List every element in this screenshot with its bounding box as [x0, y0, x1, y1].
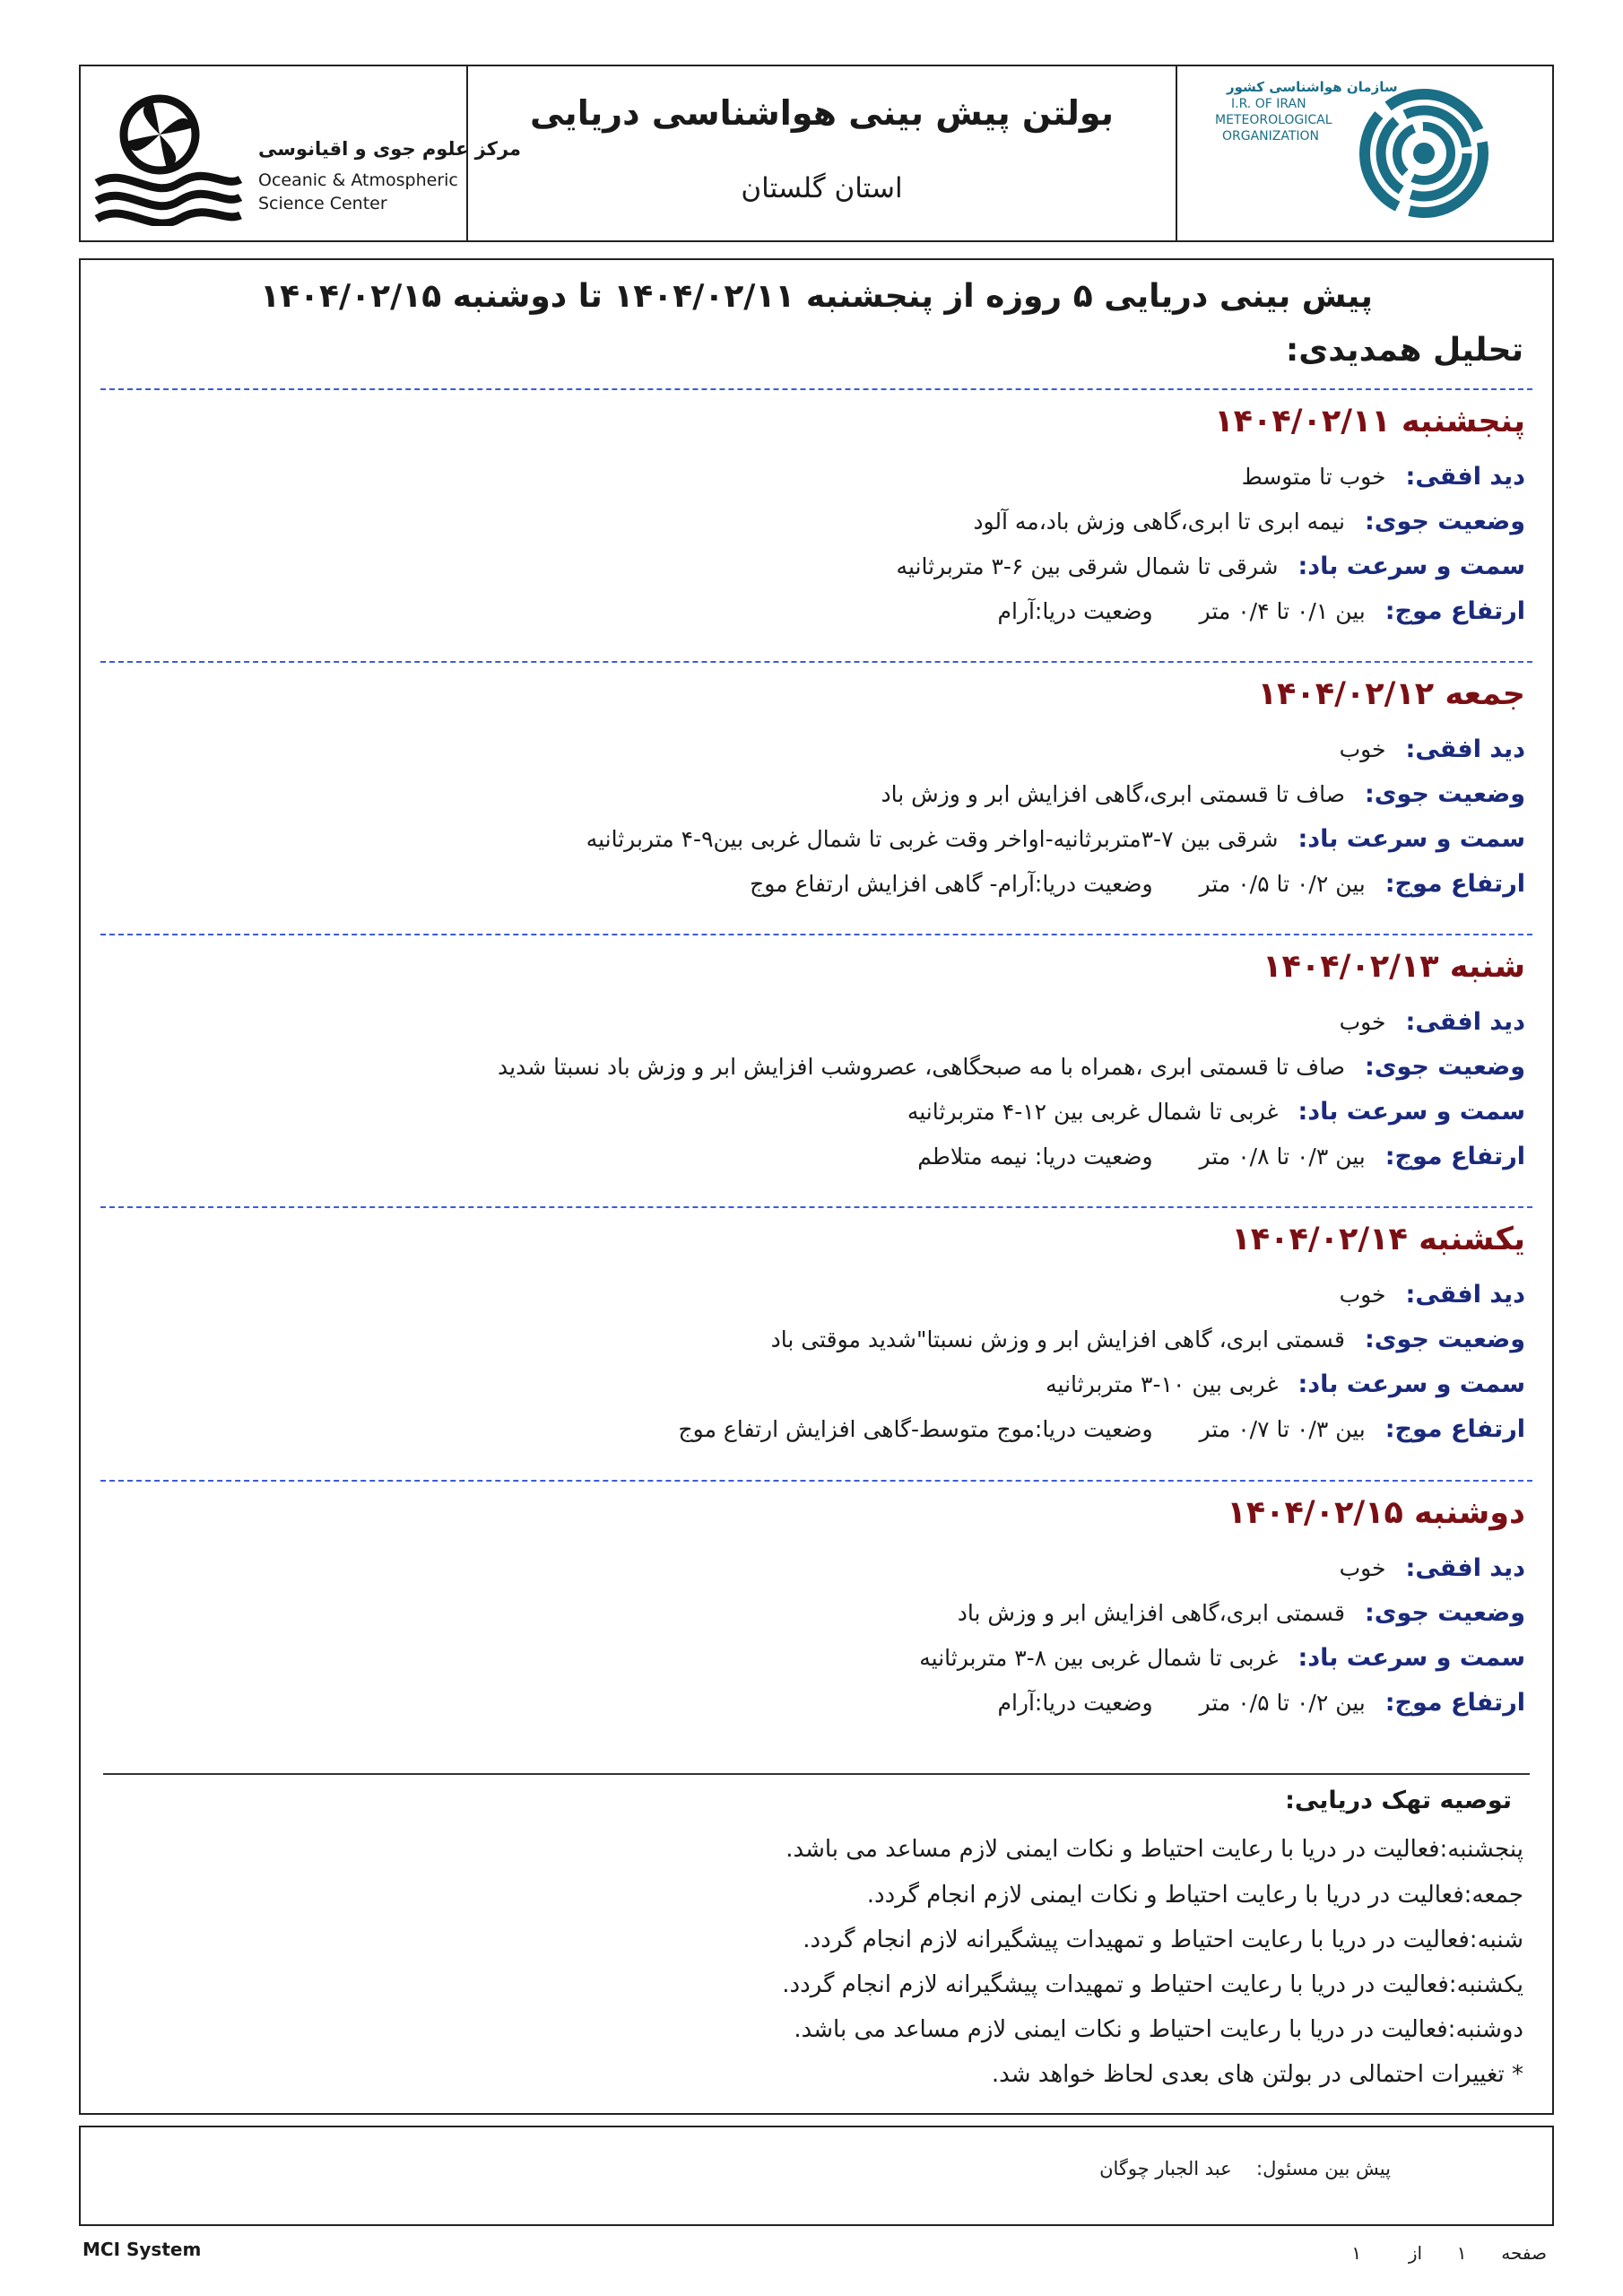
synoptic-analysis-label: تحلیل همدیدی: — [1285, 332, 1523, 369]
forecaster-name: عبد الجبار چوگان — [1099, 2158, 1232, 2179]
weather-value: نیمه ابری تا ابری،گاهی وزش باد،مه آلود — [973, 509, 1345, 535]
forecast-panel — [79, 258, 1554, 2115]
day-title: جمعه ۱۴۰۴/۰۲/۱۲ — [1257, 676, 1525, 712]
sea-state-value: وضعیت دریا: نیمه متلاطم — [917, 1144, 1153, 1170]
page-label: صفحه — [1501, 2242, 1547, 2264]
wave-row — [135, 1415, 1525, 1443]
wave-label: ارتفاع موج: — [1384, 1689, 1525, 1717]
irimo-logo-cell — [1177, 66, 1552, 240]
wind-row — [135, 1370, 1525, 1398]
wind-label: سمت و سرعت باد: — [1298, 552, 1525, 580]
sea-state-value: وضعیت دریا:آرام — [997, 1690, 1153, 1716]
page-indicator — [1351, 2242, 1547, 2264]
irimo-name-fa: سازمان هواشناسی کشور — [1227, 79, 1398, 95]
forecaster-label: پیش بین مسئول: — [1256, 2158, 1391, 2179]
wave-row — [135, 870, 1525, 898]
weather-label: وضعیت جوی: — [1364, 1053, 1525, 1081]
day-title: دوشنبه ۱۴۰۴/۰۲/۱۵ — [1227, 1495, 1525, 1531]
visibility-label: دید افقی: — [1405, 1554, 1525, 1582]
wave-row — [135, 1143, 1525, 1170]
visibility-row — [135, 463, 1525, 491]
weather-row — [135, 1599, 1525, 1627]
day-title: شنبه ۱۴۰۴/۰۲/۱۳ — [1263, 949, 1525, 985]
visibility-value: خوب تا متوسط — [1241, 464, 1386, 490]
advice-divider — [103, 1773, 1530, 1775]
signature-box — [79, 2126, 1554, 2226]
header-title-cell — [468, 66, 1177, 240]
advice-title: توصیه تهک دریایی: — [1285, 1787, 1512, 1814]
page-number: ۱ — [1456, 2242, 1467, 2264]
advice-line: پنجشنبه:فعالیت در دریا با رعایت احتیاط و نکات ایمنی لازم مساعد می باشد. — [785, 1836, 1523, 1863]
wave-value: بین ۰/۱ تا ۰/۴ متر — [1199, 598, 1366, 624]
divider — [100, 661, 1532, 663]
visibility-label: دید افقی: — [1405, 735, 1525, 763]
visibility-row — [135, 1008, 1525, 1036]
wave-label: ارتفاع موج: — [1384, 870, 1525, 898]
visibility-value: خوب — [1339, 736, 1386, 762]
weather-label: وضعیت جوی: — [1364, 1326, 1525, 1353]
visibility-label: دید افقی: — [1405, 1281, 1525, 1309]
wind-label: سمت و سرعت باد: — [1298, 825, 1525, 853]
wave-row — [135, 597, 1525, 625]
visibility-value: خوب — [1339, 1009, 1386, 1035]
oceanic-center-name-en-1: Oceanic & Atmospheric — [258, 170, 458, 190]
irimo-logo-icon — [1357, 86, 1491, 221]
wave-value: بین ۰/۲ تا ۰/۵ متر — [1199, 871, 1366, 897]
visibility-row — [135, 1554, 1525, 1582]
visibility-label: دید افقی: — [1405, 1008, 1525, 1036]
wind-label: سمت و سرعت باد: — [1298, 1644, 1525, 1672]
visibility-value: خوب — [1339, 1555, 1386, 1581]
day-title: یکشنبه ۱۴۰۴/۰۲/۱۴ — [1231, 1222, 1525, 1257]
wind-value: غربی بین ۱۰-۳ متربرثانیه — [1046, 1371, 1279, 1397]
province-name: استان گلستان — [741, 172, 903, 204]
advice-line: یکشنبه:فعالیت در دریا با رعایت احتیاط و تمهیدات پیشگیرانه لازم انجام گردد. — [782, 1971, 1523, 1998]
wind-row — [135, 1098, 1525, 1126]
forecaster-signature — [1099, 2158, 1391, 2179]
forecast-title: پیش بینی دریایی ۵ روزه از پنجشنبه ۱۴۰۴/۰۲/۱۱ تا دوشنبه ۱۴۰۴/۰۲/۱۵ — [260, 278, 1373, 315]
wave-row — [135, 1689, 1525, 1717]
advice-line: جمعه:فعالیت در دریا با رعایت احتیاط و نکات ایمنی لازم انجام گردد. — [866, 1882, 1523, 1909]
irimo-line2: METEOROLOGICAL — [1215, 113, 1332, 127]
bulletin-title: بولتن پیش بینی هواشناسی دریایی — [529, 93, 1114, 133]
oceanic-center-logo-cell — [81, 66, 522, 240]
wave-label: ارتفاع موج: — [1384, 1143, 1525, 1170]
weather-row — [135, 780, 1525, 808]
weather-label: وضعیت جوی: — [1364, 1599, 1525, 1627]
weather-value: صاف تا قسمتی ابری ،همراه با مه صبحگاهی، عصروشب افزایش ابر و وزش باد نسبتا شدید — [498, 1054, 1345, 1080]
day-title: پنجشنبه ۱۴۰۴/۰۲/۱۱ — [1214, 404, 1525, 439]
visibility-label: دید افقی: — [1405, 463, 1525, 491]
weather-row — [135, 1053, 1525, 1081]
advice-line: دوشنبه:فعالیت در دریا با رعایت احتیاط و نکات ایمنی لازم مساعد می باشد. — [794, 2016, 1523, 2043]
wind-value: شرقی تا شمال شرقی بین ۶-۳ متربرثانیه — [896, 553, 1279, 579]
wind-value: شرقی بین ۷-۳متربرثانیه-اواخر وقت غربی تا شمال غربی بین۹-۴ متربرثانیه — [586, 826, 1279, 852]
advice-line: شنبه:فعالیت در دریا با رعایت احتیاط و تمهیدات پیشگیرانه لازم انجام گردد. — [803, 1926, 1523, 1953]
irimo-line3: ORGANIZATION — [1222, 129, 1320, 144]
wave-value: بین ۰/۳ تا ۰/۷ متر — [1199, 1416, 1366, 1442]
of-label: از — [1408, 2242, 1423, 2264]
weather-row — [135, 508, 1525, 535]
divider — [100, 934, 1532, 935]
sea-state-value: وضعیت دریا:آرام — [997, 598, 1153, 624]
weather-label: وضعیت جوی: — [1364, 508, 1525, 535]
visibility-value: خوب — [1339, 1282, 1386, 1308]
page-total: ۱ — [1351, 2242, 1362, 2264]
weather-value: قسمتی ابری، گاهی افزایش ابر و وزش نسبتا"شدید موقتی باد — [770, 1326, 1345, 1352]
wind-row — [135, 825, 1525, 853]
wind-label: سمت و سرعت باد: — [1298, 1098, 1525, 1126]
wind-row — [135, 552, 1525, 580]
divider — [100, 1480, 1532, 1482]
irimo-line1: I.R. OF IRAN — [1231, 97, 1306, 111]
wind-row — [135, 1644, 1525, 1672]
wind-value: غربی تا شمال غربی بین ۸-۳ متربرثانیه — [919, 1645, 1279, 1671]
wave-value: بین ۰/۳ تا ۰/۸ متر — [1199, 1144, 1366, 1170]
wave-label: ارتفاع موج: — [1384, 597, 1525, 625]
visibility-row — [135, 1281, 1525, 1309]
wave-label: ارتفاع موج: — [1384, 1415, 1525, 1443]
bulletin-header — [79, 65, 1554, 242]
weather-value: صاف تا قسمتی ابری،گاهی افزایش ابر و وزش باد — [881, 781, 1345, 807]
ocean-atmospheric-center-logo-icon — [90, 83, 242, 226]
advice-note: * تغییرات احتمالی در بولتن های بعدی لحاظ خواهد شد. — [991, 2061, 1523, 2088]
wind-value: غربی تا شمال غربی بین ۱۲-۴ متربرثانیه — [907, 1099, 1279, 1125]
weather-value: قسمتی ابری،گاهی افزایش ابر و وزش باد — [957, 1600, 1345, 1626]
oceanic-center-name-en-2: Science Center — [258, 194, 387, 213]
system-name: MCI System — [82, 2239, 202, 2260]
divider — [100, 1206, 1532, 1208]
divider — [100, 388, 1532, 390]
wave-value: بین ۰/۲ تا ۰/۵ متر — [1199, 1690, 1366, 1716]
weather-label: وضعیت جوی: — [1364, 780, 1525, 808]
sea-state-value: وضعیت دریا:موج متوسط-گاهی افزایش ارتفاع موج — [678, 1416, 1153, 1442]
visibility-row — [135, 735, 1525, 763]
sea-state-value: وضعیت دریا:آرام- گاهی افزایش ارتفاع موج — [750, 871, 1153, 897]
wind-label: سمت و سرعت باد: — [1298, 1370, 1525, 1398]
weather-row — [135, 1326, 1525, 1353]
oceanic-center-name-fa: مرکز علوم جوی و اقیانوسی — [258, 138, 522, 160]
